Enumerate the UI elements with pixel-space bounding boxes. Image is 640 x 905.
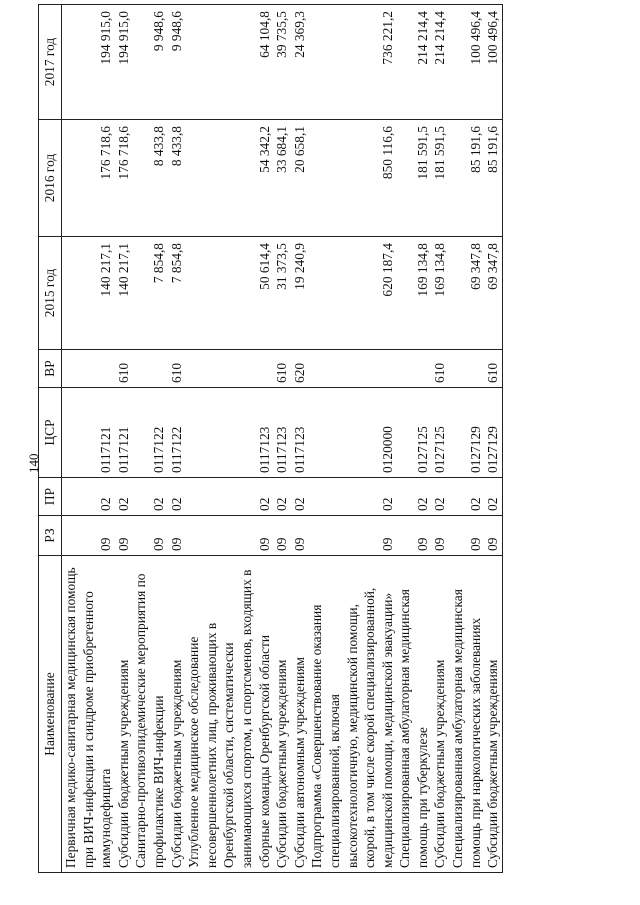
cell-2015: 50 614,4 [185,237,273,350]
cell-rz: 09 [431,516,449,556]
cell-pr: 02 [484,478,502,516]
cell-pr: 02 [449,478,484,516]
cell-vr [185,350,273,388]
cell-name: Санитарно-противоэпидемические мероприятия по профилактике ВИЧ-инфекции [132,556,167,873]
cell-rz: 09 [115,516,133,556]
cell-2015: 31 373,5 [273,237,291,350]
cell-rz: 09 [449,516,484,556]
cell-name: Субсидии бюджетным учреждениям [431,556,449,873]
cell-vr [449,350,484,388]
cell-csr: 0117121 [115,388,133,478]
cell-rz: 09 [396,516,431,556]
cell-vr [308,350,396,388]
header-pr: ПР [39,478,62,516]
cell-2015: 169 134,8 [396,237,431,350]
cell-vr [62,350,115,388]
cell-2016: 181 591,5 [396,120,431,237]
cell-name: Субсидии бюджетным учреждениям [115,556,133,873]
cell-vr: 610 [168,350,186,388]
cell-vr: 610 [431,350,449,388]
table-row [291,5,309,873]
cell-2015: 620 187,4 [308,237,396,350]
cell-name: Подпрограмма «Совершенствование оказания специализированной, включая высокотехнологичную, медицинской помощи, скорой, в том числе скорой специализированной, медицинской помощи, медицинской эвакуации» [308,556,396,873]
cell-2015: 19 240,9 [291,237,309,350]
budget-table [38,4,503,873]
cell-2017: 194 915,0 [115,5,133,120]
cell-name: Субсидии бюджетным учреждениям [273,556,291,873]
cell-name: Специализированная амбулаторная медицинская помощь при наркологических заболеваниях [449,556,484,873]
cell-2016: 54 342,2 [185,120,273,237]
cell-vr: 610 [115,350,133,388]
cell-rz: 09 [273,516,291,556]
cell-pr: 02 [62,478,115,516]
header-2016: 2016 год [39,120,62,237]
header-name: Наименование [39,556,62,873]
cell-2015: 69 347,8 [449,237,484,350]
cell-csr: 0117123 [291,388,309,478]
cell-csr: 0127129 [484,388,502,478]
cell-rz: 09 [132,516,167,556]
cell-name: Первичная медико-санитарная медицинская помощь при ВИЧ-инфекции и синдроме приобретенного иммунодефицита [62,556,115,873]
cell-vr: 610 [484,350,502,388]
table-row [132,5,167,873]
cell-pr: 02 [396,478,431,516]
cell-vr: 620 [291,350,309,388]
cell-2016: 181 591,5 [431,120,449,237]
cell-csr: 0117122 [132,388,167,478]
cell-pr: 02 [132,478,167,516]
cell-2017: 100 496,4 [484,5,502,120]
cell-2017: 194 915,0 [62,5,115,120]
cell-2016: 85 191,6 [449,120,484,237]
cell-name: Углубленное медицинское обследование несовершеннолетних лиц, проживающих в Оренбургской области, систематически занимающихся спортом, и спортсменов, входящих в сборные команды Оренбургской области [185,556,273,873]
cell-rz: 09 [308,516,396,556]
table-row [396,5,431,873]
cell-pr: 02 [168,478,186,516]
cell-csr: 0127129 [449,388,484,478]
table-row [62,5,115,873]
cell-2017: 736 221,2 [308,5,396,120]
cell-2015: 7 854,8 [168,237,186,350]
cell-2017: 214 214,4 [431,5,449,120]
cell-csr: 0117123 [273,388,291,478]
cell-csr: 0117122 [168,388,186,478]
cell-rz: 09 [168,516,186,556]
table-row [484,5,502,873]
table-row [449,5,484,873]
cell-2017: 64 104,8 [185,5,273,120]
cell-csr: 0127125 [396,388,431,478]
cell-name: Субсидии бюджетным учреждениям [168,556,186,873]
cell-rz: 09 [185,516,273,556]
header-vr: ВР [39,350,62,388]
cell-2016: 850 116,6 [308,120,396,237]
cell-2015: 140 217,1 [115,237,133,350]
cell-pr: 02 [431,478,449,516]
cell-pr: 02 [273,478,291,516]
cell-csr: 0120000 [308,388,396,478]
cell-vr [132,350,167,388]
cell-2017: 39 735,5 [273,5,291,120]
header-csr: ЦСР [39,388,62,478]
table-row [115,5,133,873]
cell-2016: 85 191,6 [484,120,502,237]
header-2017: 2017 год [39,5,62,120]
cell-2017: 9 948,6 [168,5,186,120]
cell-rz: 09 [291,516,309,556]
table-row [273,5,291,873]
cell-2015: 140 217,1 [62,237,115,350]
cell-2017: 9 948,6 [132,5,167,120]
cell-2016: 20 658,1 [291,120,309,237]
cell-2017: 24 369,3 [291,5,309,120]
cell-rz: 09 [62,516,115,556]
cell-2016: 176 718,6 [115,120,133,237]
header-row [39,5,62,873]
cell-2016: 176 718,6 [62,120,115,237]
cell-2017: 214 214,4 [396,5,431,120]
cell-2015: 69 347,8 [484,237,502,350]
page-number: 140 [26,453,41,473]
table-row [185,5,273,873]
header-2015: 2015 год [39,237,62,350]
cell-pr: 02 [291,478,309,516]
cell-vr: 610 [273,350,291,388]
cell-2016: 8 433,8 [168,120,186,237]
cell-csr: 0117121 [62,388,115,478]
cell-csr: 0117123 [185,388,273,478]
cell-name: Субсидии бюджетным учреждениям [484,556,502,873]
cell-vr [396,350,431,388]
table-body [62,5,503,873]
table-row [431,5,449,873]
cell-2015: 7 854,8 [132,237,167,350]
cell-2015: 169 134,8 [431,237,449,350]
cell-csr: 0127125 [431,388,449,478]
table-row [308,5,396,873]
cell-pr: 02 [115,478,133,516]
cell-2016: 33 684,1 [273,120,291,237]
header-rz: РЗ [39,516,62,556]
cell-name: Специализированная амбулаторная медицинская помощь при туберкулезе [396,556,431,873]
cell-2016: 8 433,8 [132,120,167,237]
cell-name: Субсидии автономным учреждениям [291,556,309,873]
cell-pr: 02 [308,478,396,516]
cell-rz: 09 [484,516,502,556]
cell-2017: 100 496,4 [449,5,484,120]
cell-pr: 02 [185,478,273,516]
table-row [168,5,186,873]
